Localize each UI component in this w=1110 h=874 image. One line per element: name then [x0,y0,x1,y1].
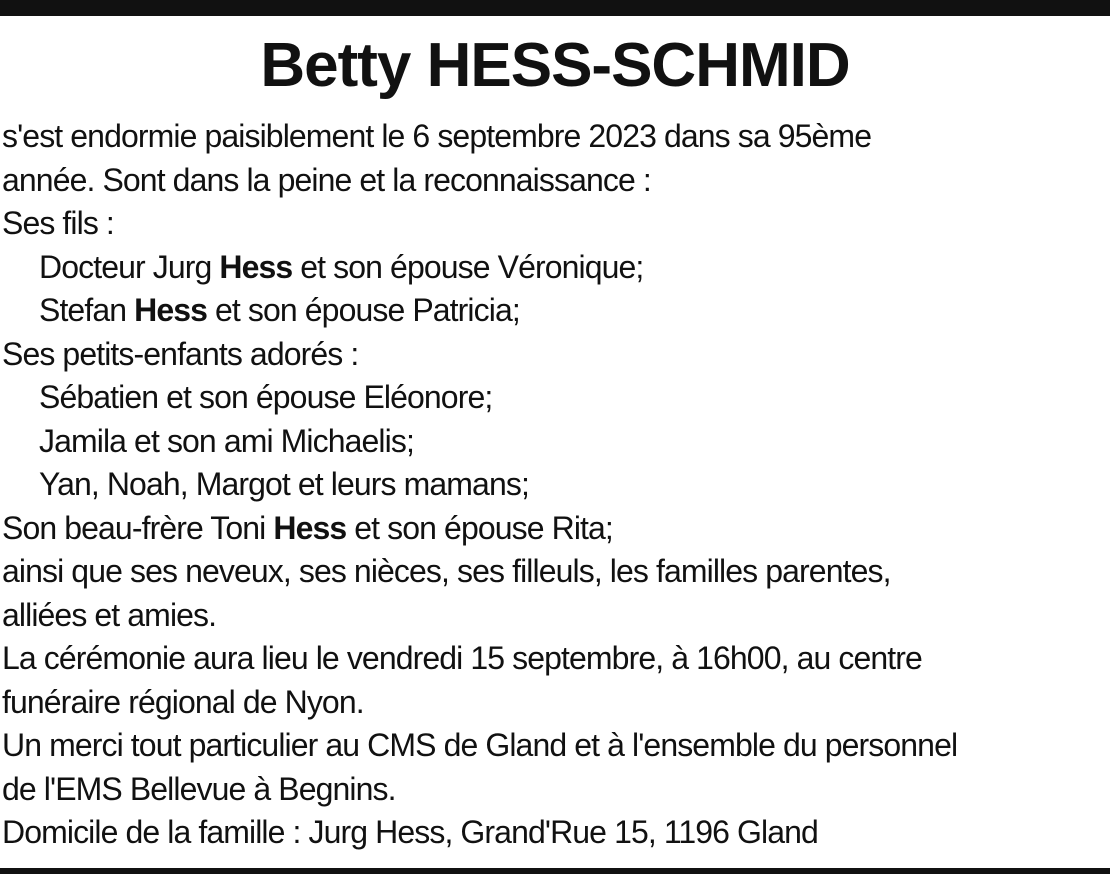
grandchild-entry-3: Yan, Noah, Margot et leurs mamans; [39,466,529,502]
brother-in-law-surname: Hess [273,509,347,546]
top-border-rule [0,0,1110,16]
relatives-line-2: alliées et amies. [2,596,217,633]
grandchildren-heading: Ses petits-enfants adorés : [2,335,359,372]
son-2-text-before: Stefan [39,292,135,328]
obituary-body [2,115,1102,855]
thanks-line-1: Un merci tout particulier au CMS de Gland et à l'ensemble du personnel [2,727,958,763]
son-2-text-after: et son épouse Patricia; [207,292,520,328]
grandchild-entry-1: Sébatien et son épouse Eléonore; [39,379,493,415]
son-1-text-before: Docteur Jurg [39,248,220,285]
intro-line-1: s'est endormie paisiblement le 6 septembre 2023 dans sa 95ème [2,118,872,154]
brother-in-law-entry [2,507,1102,551]
son-2-surname: Hess [134,292,208,328]
thanks-line-2: de l'EMS Bellevue à Begnins. [2,770,396,807]
brother-in-law-text-before: Son beau-frère Toni [2,509,274,546]
sons-heading: Ses fils : [2,205,114,241]
deceased-name-title: Betty HESS-SCHMID [260,31,850,100]
son-entry-1 [2,246,1102,290]
son-1-surname: Hess [219,248,293,285]
son-1-text-after: et son épouse Véronique; [292,248,644,285]
intro-line-2: année. Sont dans la peine et la reconnaissance : [2,161,651,198]
brother-in-law-text-after: et son épouse Rita; [346,509,613,546]
ceremony-line-1: La cérémonie aura lieu le vendredi 15 septembre, à 16h00, au centre [2,640,922,676]
grandchild-entry-2: Jamila et son ami Michaelis; [39,422,414,459]
bottom-border-rule [0,868,1110,874]
ceremony-line-2: funéraire régional de Nyon. [2,683,364,720]
family-domicile: Domicile de la famille : Jurg Hess, Grand'Rue 15, 1196 Gland [2,814,818,850]
relatives-line-1: ainsi que ses neveux, ses nièces, ses filleuls, les familles parentes, [2,553,891,589]
son-entry-2 [2,289,1102,333]
